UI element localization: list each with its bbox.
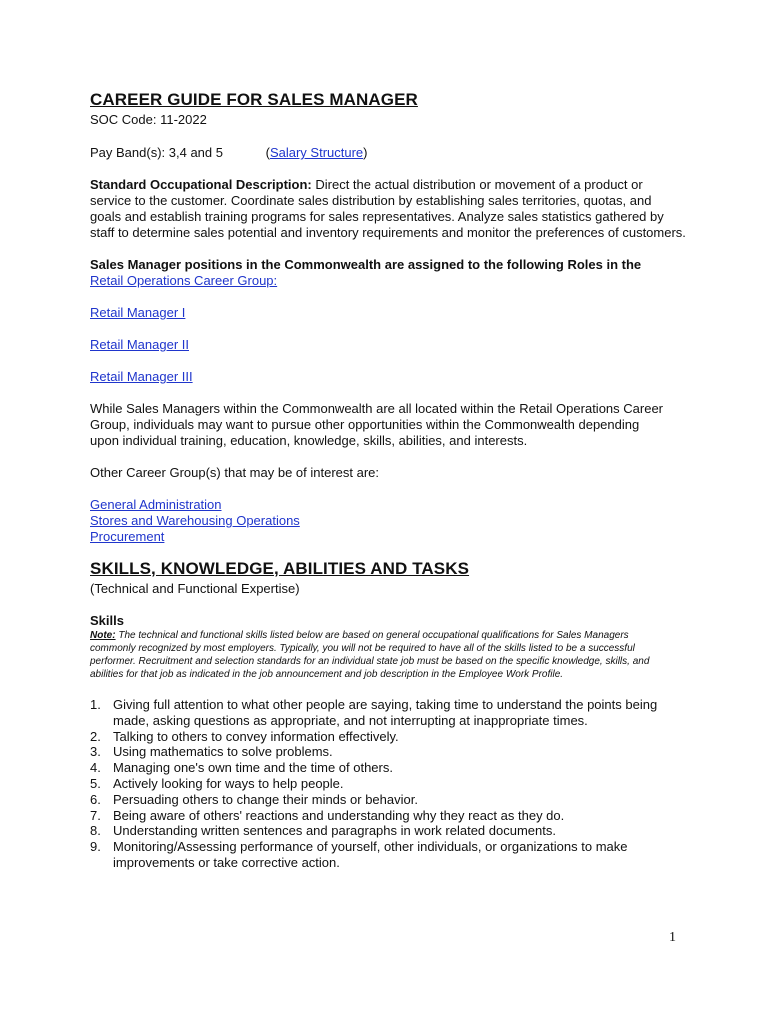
skill-item: 7. Being aware of others' reactions and understanding why they react as they do. [90, 807, 565, 823]
skills-heading: Skills [90, 613, 124, 628]
page-number: 1 [669, 930, 676, 945]
section-title: SKILLS, KNOWLEDGE, ABILITIES AND TASKS [90, 559, 470, 578]
skill-item: 1. Giving full attention to what other people are saying, taking time to understand the points being made, asking questions as appropriate, and not interrupting at inappropriate times. [90, 697, 658, 728]
section-subtitle: (Technical and Functional Expertise) [90, 581, 300, 596]
note-label: Note: [90, 630, 116, 641]
skill-item: 2. Talking to others to convey information effectively. [90, 728, 399, 744]
career-paragraph: While Sales Managers within the Commonwealth are all located within the Retail Operations Career Group, individuals may want to pursue other opportunities within the Commonwealth depending upon individual training, education, knowledge, skills, abilities, and interests. [90, 401, 663, 448]
role-item [90, 305, 690, 321]
procurement-link[interactable]: Procurement [90, 529, 165, 544]
role-item [90, 369, 690, 385]
skill-item: 9. Monitoring/Assessing performance of yourself, other individuals, or organizations to make improvements or take corrective action. [90, 839, 628, 870]
skill-item: 6. Persuading others to change their minds or behavior. [90, 791, 418, 807]
page-content [90, 88, 690, 871]
roles-intro-text: Sales Manager positions in the Commonwealth are assigned to the following Roles in the [90, 257, 642, 272]
skills-note [90, 629, 672, 681]
retail-manager-i-link[interactable]: Retail Manager I [90, 305, 186, 320]
pay-band-paren-close: ) [363, 145, 368, 160]
pay-band-paren-open: ( [265, 145, 270, 160]
retail-manager-ii-link[interactable]: Retail Manager II [90, 337, 189, 352]
note-text: The technical and functional skills listed below are based on general occupational qualifications for Sales Managers commonly recognized by most employers. Typically, you will not be required to have all of the skills listed to be a successful performer. Recruitment and selection standards for an individual state job must be based on the specific knowledge, skills, and abilities for that job as indicated in the job announcement and job description in the Employee Work Profile. [90, 630, 650, 680]
retail-operations-career-group-link[interactable]: Retail Operations Career Group: [90, 273, 278, 288]
pay-band-label: Pay Band(s): 3,4 and 5 [90, 145, 223, 160]
occupational-description [90, 177, 686, 241]
other-groups-list [90, 497, 690, 545]
general-administration-link[interactable]: General Administration [90, 497, 222, 512]
page-title: CAREER GUIDE FOR SALES MANAGER [90, 90, 418, 109]
description-label: Standard Occupational Description: [90, 177, 312, 192]
skill-item: 8. Understanding written sentences and paragraphs in work related documents. [90, 823, 556, 839]
skill-item: 4. Managing one's own time and the time of others. [90, 760, 393, 776]
pay-band-line [90, 145, 690, 161]
stores-warehousing-link[interactable]: Stores and Warehousing Operations [90, 513, 300, 528]
other-groups-intro: Other Career Group(s) that may be of interest are: [90, 465, 380, 480]
skill-item: 3. Using mathematics to solve problems. [90, 744, 333, 760]
description-text: Direct the actual distribution or movement of a product or service to the customer. Coordinate sales distribution by establishing sales territories, quotas, and goals and establish training programs for sales representatives. Analyze sales statistics gathered by staff to determine sales potential and inventory requirements and monitor the preferences of customers. [90, 177, 686, 240]
skill-item: 5. Actively looking for ways to help people. [90, 775, 344, 791]
skills-list [90, 697, 668, 871]
retail-manager-iii-link[interactable]: Retail Manager III [90, 369, 193, 384]
soc-code: SOC Code: 11-2022 [90, 112, 207, 127]
role-item [90, 337, 690, 353]
roles-intro [90, 257, 690, 289]
salary-structure-link[interactable]: Salary Structure [269, 145, 364, 160]
